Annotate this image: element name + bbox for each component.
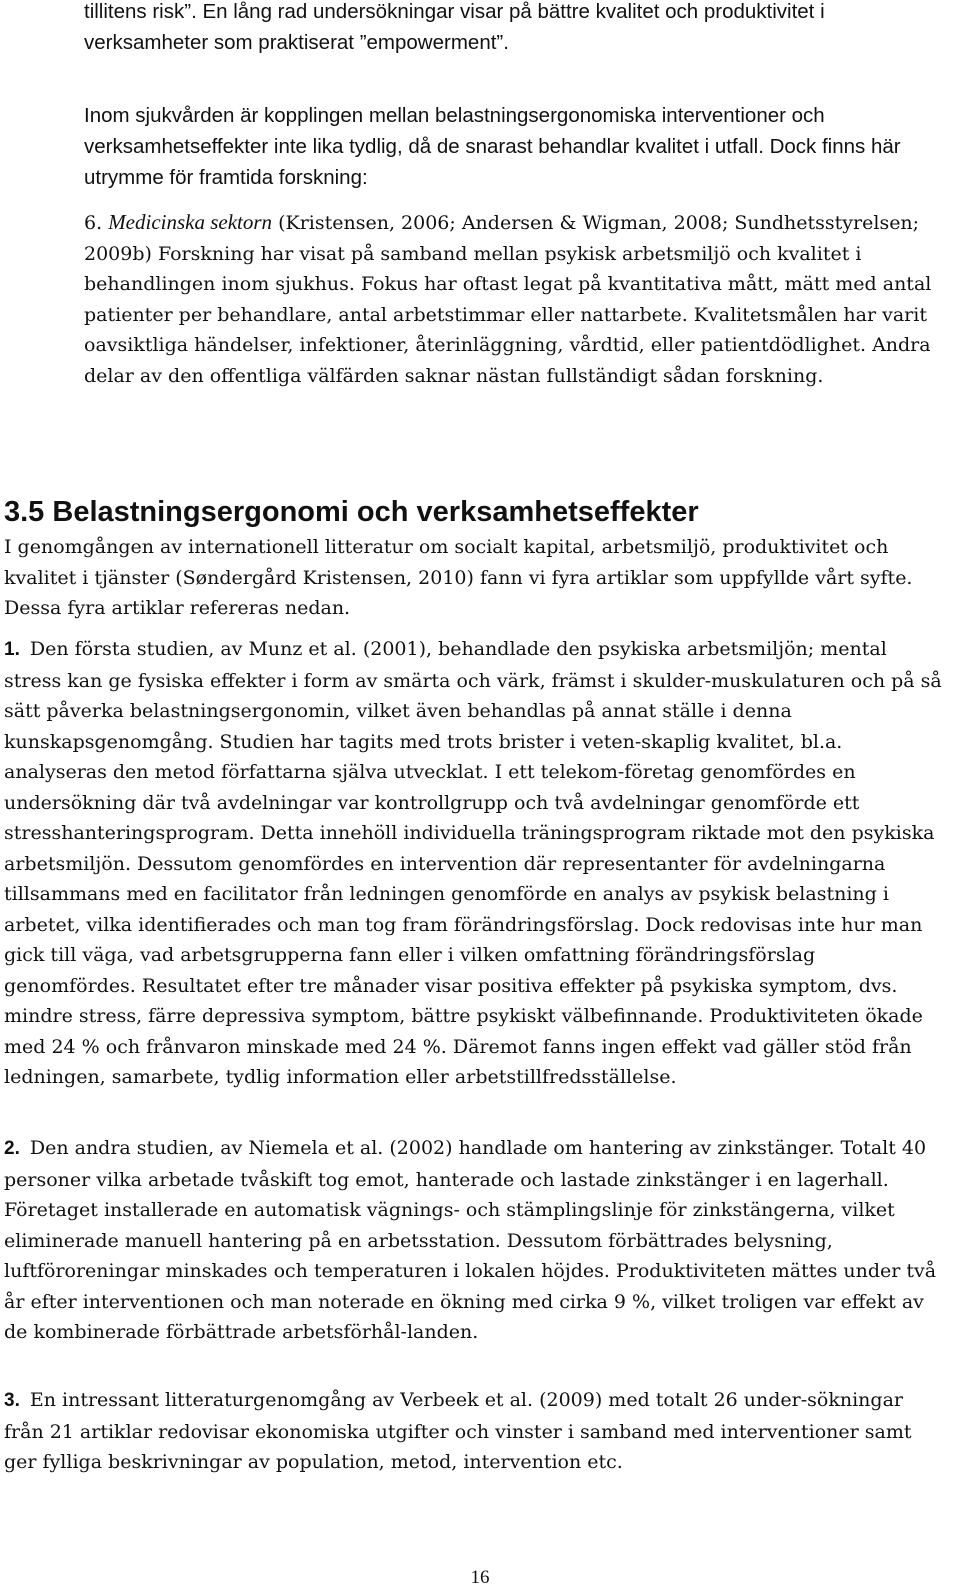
study-number: 1. xyxy=(4,639,20,660)
study-text: En intressant litteraturgenomgång av Verbeek et al. (2009) med totalt 26 under-sökningar från 21 artiklar redovisar ekonomiska utgifter och vinster i samband med interventioner samt ger fylliga beskrivningar av population, metod, intervention etc. xyxy=(4,1389,912,1473)
study-text: Den första studien, av Munz et al. (2001), behandlade den psykiska arbetsmiljön; mental stress kan ge fysiska effekter i form av smärta och värk, främst i skulder-muskulaturen och på så sätt påverka belastningsergonomin, vilket även behandlas på annat ställe i denna kunskapsgenomgång. Studien har tagits med trots brister i veten-skaplig kvalitet, bl.a. analyseras den metod författarna själva utvecklat. I ett telekom-företag genomfördes en undersökning där två avdelningar var kontrollgrupp och två avdelningar genomförde ett stresshanteringsprogram. Detta innehöll individuella träningsprogram riktade mot den psykiska arbetsmiljön. Dessutom genomfördes en intervention där representanter för avdelningarna tillsammans med en facilitator från ledningen genomförde en analys av psykisk belastning i arbetet, vilka identifierades och man tog fram förändringsförslag. Dock redovisas inte hur man gick till väga, vad arbetsgrupperna fann eller i vilken omfattning förändringsförslag genomfördes. Resultatet efter tre månader visar positiva effekter på psykiska symptom, dvs. mindre stress, färre depressiva symptom, bättre psykiskt välbefinnande. Produktiviteten ökade med 24 % och frånvaron minskade med 24 %. Däremot fanns ingen effekt vad gäller stöd från ledningen, samarbete, tydlig information eller arbetstillfredsställelse. xyxy=(4,638,942,1088)
study-item-1 xyxy=(4,634,948,1093)
list-item-medical-sector xyxy=(84,207,948,391)
list-item-text: (Kristensen, 2006; Andersen & Wigman, 2008; Sundhetsstyrelsen; 2009b) Forskning har visat på samband mellan psykisk arbetsmiljö och kvalitet i behandlingen inom sjukhus. Fokus har oftast legat på kvantitativa mått, mätt med antal patienter per behandlare, antal arbetstimmar eller nattarbete. Kvalitetsmålen har varit oavsiktliga händelser, infektioner, återinläggning, vårdtid, eller patientdödlighet. Andra delar av den offentliga välfärden saknar nästan fullständigt sådan forskning. xyxy=(84,212,932,387)
section-intro: I genomgången av internationell litteratur om socialt kapital, arbetsmiljö, produktivitet och kvalitet i tjänster (Søndergård Kristensen, 2010) fann vi fyra artiklar som uppfyllde vårt syfte. Dessa fyra artiklar refereras nedan. xyxy=(4,536,913,619)
study-number: 2. xyxy=(4,1138,20,1159)
list-item-number: 6. xyxy=(84,212,103,234)
paragraph-empowerment: tillitens risk”. En lång rad undersökningar visar på bättre kvalitet och produktivitet i verksamheter som praktiserat ”empowerment”. xyxy=(84,0,825,54)
paragraph-healthcare: Inom sjukvården är kopplingen mellan belastningsergonomiska interventioner och verksamhetseffekter inte lika tydlig, då de snarast behandlar kvalitet i utfall. Dock finns här utrymme för framtida forskning: xyxy=(84,104,901,189)
study-text: Den andra studien, av Niemela et al. (2002) handlade om hantering av zinkstänger. Totalt 40 personer vilka arbetade tvåskift tog emot, hanterade och lastade zinkstänger i en lagerhall. Företaget installerade en automatisk vägnings- och stämplingslinje för zinkstängerna, vilket eliminerade manuell hantering på en arbetsstation. Dessutom förbättrades belysning, luftföroreningar minskades och temperaturen i lokalen höjdes. Produktiviteten mättes under två år efter interventionen och man noterade en ökning med cirka 9 %, vilket troligen var effekt av de kombinerade förbättrade arbetsförhål-landen. xyxy=(4,1137,937,1343)
list-item-lead: Medicinska sektorn xyxy=(108,210,273,234)
study-number: 3. xyxy=(4,1390,20,1411)
study-item-3 xyxy=(4,1385,948,1478)
study-item-2 xyxy=(4,1133,948,1348)
section-heading: 3.5 Belastningsergonomi och verksamhetseffekter xyxy=(4,496,699,528)
page-number: 16 xyxy=(470,1567,490,1588)
